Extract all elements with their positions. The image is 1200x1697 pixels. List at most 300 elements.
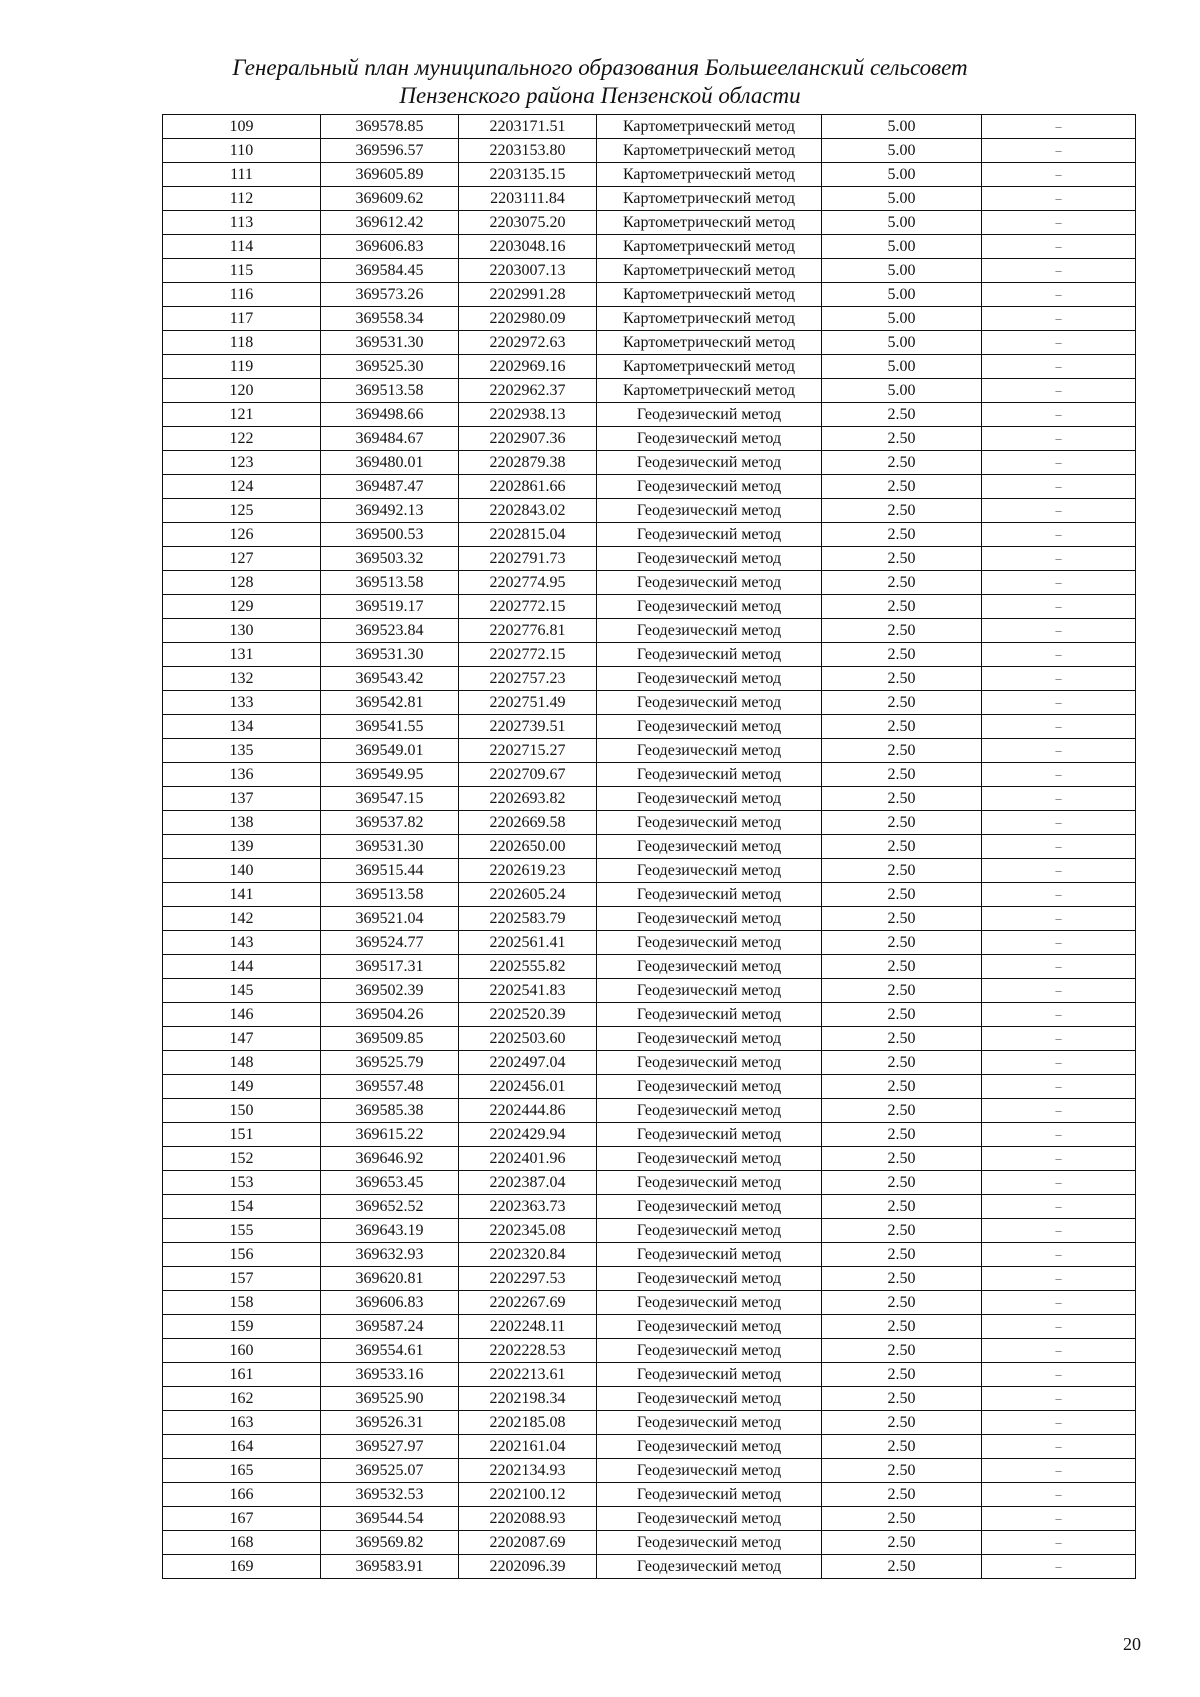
note-cell: – xyxy=(982,1411,1136,1435)
method-cell: Геодезический метод xyxy=(597,619,822,643)
y-coordinate-cell: 2202320.84 xyxy=(459,1243,597,1267)
x-coordinate-cell: 369531.30 xyxy=(321,331,459,355)
note-cell: – xyxy=(982,211,1136,235)
note-cell: – xyxy=(982,283,1136,307)
table-row xyxy=(163,427,1136,451)
accuracy-cell: 2.50 xyxy=(822,571,982,595)
point-number-cell: 168 xyxy=(163,1531,321,1555)
point-number-cell: 152 xyxy=(163,1147,321,1171)
accuracy-cell: 2.50 xyxy=(822,643,982,667)
point-number-cell: 109 xyxy=(163,115,321,139)
accuracy-cell: 5.00 xyxy=(822,379,982,403)
accuracy-cell: 2.50 xyxy=(822,595,982,619)
note-cell: – xyxy=(982,1003,1136,1027)
table-row xyxy=(163,307,1136,331)
y-coordinate-cell: 2202709.67 xyxy=(459,763,597,787)
y-coordinate-cell: 2203048.16 xyxy=(459,235,597,259)
method-cell: Геодезический метод xyxy=(597,1387,822,1411)
y-coordinate-cell: 2202751.49 xyxy=(459,691,597,715)
note-cell: – xyxy=(982,1315,1136,1339)
accuracy-cell: 5.00 xyxy=(822,211,982,235)
note-cell: – xyxy=(982,307,1136,331)
table-row xyxy=(163,1051,1136,1075)
y-coordinate-cell: 2202861.66 xyxy=(459,475,597,499)
table-row xyxy=(163,379,1136,403)
point-number-cell: 114 xyxy=(163,235,321,259)
note-cell: – xyxy=(982,859,1136,883)
note-cell: – xyxy=(982,811,1136,835)
y-coordinate-cell: 2202503.60 xyxy=(459,1027,597,1051)
x-coordinate-cell: 369609.62 xyxy=(321,187,459,211)
y-coordinate-cell: 2202776.81 xyxy=(459,619,597,643)
table-row xyxy=(163,667,1136,691)
method-cell: Геодезический метод xyxy=(597,739,822,763)
method-cell: Геодезический метод xyxy=(597,1291,822,1315)
y-coordinate-cell: 2202248.11 xyxy=(459,1315,597,1339)
table-row xyxy=(163,931,1136,955)
table-row xyxy=(163,691,1136,715)
table-row xyxy=(163,1195,1136,1219)
y-coordinate-cell: 2202980.09 xyxy=(459,307,597,331)
accuracy-cell: 2.50 xyxy=(822,1291,982,1315)
method-cell: Картометрический метод xyxy=(597,115,822,139)
method-cell: Картометрический метод xyxy=(597,235,822,259)
accuracy-cell: 2.50 xyxy=(822,1555,982,1579)
method-cell: Геодезический метод xyxy=(597,1339,822,1363)
point-number-cell: 116 xyxy=(163,283,321,307)
table-row xyxy=(163,1411,1136,1435)
point-number-cell: 139 xyxy=(163,835,321,859)
method-cell: Геодезический метод xyxy=(597,1171,822,1195)
x-coordinate-cell: 369547.15 xyxy=(321,787,459,811)
point-number-cell: 161 xyxy=(163,1363,321,1387)
y-coordinate-cell: 2202757.23 xyxy=(459,667,597,691)
point-number-cell: 131 xyxy=(163,643,321,667)
y-coordinate-cell: 2202583.79 xyxy=(459,907,597,931)
point-number-cell: 129 xyxy=(163,595,321,619)
accuracy-cell: 5.00 xyxy=(822,331,982,355)
accuracy-cell: 2.50 xyxy=(822,931,982,955)
x-coordinate-cell: 369605.89 xyxy=(321,163,459,187)
table-row xyxy=(163,643,1136,667)
note-cell: – xyxy=(982,715,1136,739)
x-coordinate-cell: 369513.58 xyxy=(321,379,459,403)
y-coordinate-cell: 2202969.16 xyxy=(459,355,597,379)
method-cell: Геодезический метод xyxy=(597,403,822,427)
header-line-2: Пензенского района Пензенской области xyxy=(399,83,801,108)
table-row xyxy=(163,619,1136,643)
accuracy-cell: 2.50 xyxy=(822,1075,982,1099)
accuracy-cell: 2.50 xyxy=(822,835,982,859)
accuracy-cell: 2.50 xyxy=(822,499,982,523)
coordinates-table xyxy=(162,114,1136,1579)
note-cell: – xyxy=(982,931,1136,955)
y-coordinate-cell: 2202772.15 xyxy=(459,643,597,667)
x-coordinate-cell: 369632.93 xyxy=(321,1243,459,1267)
table-row xyxy=(163,1531,1136,1555)
x-coordinate-cell: 369509.85 xyxy=(321,1027,459,1051)
y-coordinate-cell: 2202185.08 xyxy=(459,1411,597,1435)
y-coordinate-cell: 2202715.27 xyxy=(459,739,597,763)
point-number-cell: 136 xyxy=(163,763,321,787)
x-coordinate-cell: 369503.32 xyxy=(321,547,459,571)
note-cell: – xyxy=(982,979,1136,1003)
table-row xyxy=(163,739,1136,763)
table-row xyxy=(163,1171,1136,1195)
accuracy-cell: 2.50 xyxy=(822,1003,982,1027)
method-cell: Геодезический метод xyxy=(597,979,822,1003)
point-number-cell: 147 xyxy=(163,1027,321,1051)
point-number-cell: 151 xyxy=(163,1123,321,1147)
note-cell: – xyxy=(982,1459,1136,1483)
point-number-cell: 133 xyxy=(163,691,321,715)
note-cell: – xyxy=(982,955,1136,979)
accuracy-cell: 2.50 xyxy=(822,811,982,835)
y-coordinate-cell: 2202650.00 xyxy=(459,835,597,859)
accuracy-cell: 5.00 xyxy=(822,115,982,139)
method-cell: Геодезический метод xyxy=(597,1219,822,1243)
method-cell: Геодезический метод xyxy=(597,1123,822,1147)
y-coordinate-cell: 2202213.61 xyxy=(459,1363,597,1387)
y-coordinate-cell: 2202669.58 xyxy=(459,811,597,835)
table-row xyxy=(163,1219,1136,1243)
table-row xyxy=(163,1435,1136,1459)
table-row xyxy=(163,187,1136,211)
x-coordinate-cell: 369653.45 xyxy=(321,1171,459,1195)
point-number-cell: 145 xyxy=(163,979,321,1003)
accuracy-cell: 2.50 xyxy=(822,1195,982,1219)
y-coordinate-cell: 2203135.15 xyxy=(459,163,597,187)
x-coordinate-cell: 369606.83 xyxy=(321,235,459,259)
accuracy-cell: 2.50 xyxy=(822,907,982,931)
x-coordinate-cell: 369615.22 xyxy=(321,1123,459,1147)
x-coordinate-cell: 369549.95 xyxy=(321,763,459,787)
accuracy-cell: 5.00 xyxy=(822,259,982,283)
y-coordinate-cell: 2203171.51 xyxy=(459,115,597,139)
method-cell: Геодезический метод xyxy=(597,1507,822,1531)
point-number-cell: 135 xyxy=(163,739,321,763)
y-coordinate-cell: 2202228.53 xyxy=(459,1339,597,1363)
table-row xyxy=(163,1555,1136,1579)
note-cell: – xyxy=(982,451,1136,475)
table-row xyxy=(163,163,1136,187)
note-cell: – xyxy=(982,619,1136,643)
note-cell: – xyxy=(982,355,1136,379)
note-cell: – xyxy=(982,907,1136,931)
accuracy-cell: 2.50 xyxy=(822,1027,982,1051)
table-row xyxy=(163,1123,1136,1147)
point-number-cell: 134 xyxy=(163,715,321,739)
x-coordinate-cell: 369652.52 xyxy=(321,1195,459,1219)
y-coordinate-cell: 2203075.20 xyxy=(459,211,597,235)
point-number-cell: 112 xyxy=(163,187,321,211)
note-cell: – xyxy=(982,475,1136,499)
note-cell: – xyxy=(982,643,1136,667)
x-coordinate-cell: 369537.82 xyxy=(321,811,459,835)
x-coordinate-cell: 369525.30 xyxy=(321,355,459,379)
point-number-cell: 165 xyxy=(163,1459,321,1483)
table-row xyxy=(163,259,1136,283)
table-row xyxy=(163,883,1136,907)
y-coordinate-cell: 2202605.24 xyxy=(459,883,597,907)
x-coordinate-cell: 369544.54 xyxy=(321,1507,459,1531)
note-cell: – xyxy=(982,1291,1136,1315)
point-number-cell: 113 xyxy=(163,211,321,235)
y-coordinate-cell: 2202879.38 xyxy=(459,451,597,475)
accuracy-cell: 2.50 xyxy=(822,1171,982,1195)
note-cell: – xyxy=(982,139,1136,163)
note-cell: – xyxy=(982,187,1136,211)
table-row xyxy=(163,955,1136,979)
note-cell: – xyxy=(982,499,1136,523)
method-cell: Картометрический метод xyxy=(597,379,822,403)
accuracy-cell: 2.50 xyxy=(822,739,982,763)
point-number-cell: 156 xyxy=(163,1243,321,1267)
accuracy-cell: 2.50 xyxy=(822,475,982,499)
accuracy-cell: 5.00 xyxy=(822,139,982,163)
point-number-cell: 142 xyxy=(163,907,321,931)
accuracy-cell: 2.50 xyxy=(822,1411,982,1435)
accuracy-cell: 5.00 xyxy=(822,163,982,187)
method-cell: Геодезический метод xyxy=(597,883,822,907)
point-number-cell: 130 xyxy=(163,619,321,643)
y-coordinate-cell: 2202520.39 xyxy=(459,1003,597,1027)
point-number-cell: 127 xyxy=(163,547,321,571)
accuracy-cell: 2.50 xyxy=(822,691,982,715)
method-cell: Геодезический метод xyxy=(597,1003,822,1027)
point-number-cell: 149 xyxy=(163,1075,321,1099)
table-row xyxy=(163,715,1136,739)
accuracy-cell: 2.50 xyxy=(822,763,982,787)
accuracy-cell: 2.50 xyxy=(822,1507,982,1531)
header-line-1: Генеральный план муниципального образования Большееланский сельсовет xyxy=(232,55,968,80)
point-number-cell: 126 xyxy=(163,523,321,547)
method-cell: Геодезический метод xyxy=(597,691,822,715)
method-cell: Геодезический метод xyxy=(597,1435,822,1459)
table-row xyxy=(163,979,1136,1003)
table-row xyxy=(163,835,1136,859)
accuracy-cell: 2.50 xyxy=(822,451,982,475)
y-coordinate-cell: 2202345.08 xyxy=(459,1219,597,1243)
table-row xyxy=(163,1291,1136,1315)
table-row xyxy=(163,1459,1136,1483)
method-cell: Геодезический метод xyxy=(597,811,822,835)
method-cell: Геодезический метод xyxy=(597,1459,822,1483)
table-row xyxy=(163,1003,1136,1027)
x-coordinate-cell: 369513.58 xyxy=(321,883,459,907)
table-row xyxy=(163,1243,1136,1267)
point-number-cell: 110 xyxy=(163,139,321,163)
note-cell: – xyxy=(982,259,1136,283)
method-cell: Геодезический метод xyxy=(597,475,822,499)
x-coordinate-cell: 369525.90 xyxy=(321,1387,459,1411)
note-cell: – xyxy=(982,1171,1136,1195)
x-coordinate-cell: 369596.57 xyxy=(321,139,459,163)
method-cell: Геодезический метод xyxy=(597,1483,822,1507)
coordinates-table-body xyxy=(163,115,1136,1579)
method-cell: Картометрический метод xyxy=(597,331,822,355)
method-cell: Геодезический метод xyxy=(597,1411,822,1435)
note-cell: – xyxy=(982,1555,1136,1579)
x-coordinate-cell: 369542.81 xyxy=(321,691,459,715)
x-coordinate-cell: 369526.31 xyxy=(321,1411,459,1435)
note-cell: – xyxy=(982,739,1136,763)
method-cell: Геодезический метод xyxy=(597,1075,822,1099)
note-cell: – xyxy=(982,1483,1136,1507)
table-row xyxy=(163,523,1136,547)
y-coordinate-cell: 2202938.13 xyxy=(459,403,597,427)
accuracy-cell: 2.50 xyxy=(822,547,982,571)
y-coordinate-cell: 2202444.86 xyxy=(459,1099,597,1123)
x-coordinate-cell: 369515.44 xyxy=(321,859,459,883)
accuracy-cell: 2.50 xyxy=(822,1363,982,1387)
note-cell: – xyxy=(982,1219,1136,1243)
note-cell: – xyxy=(982,523,1136,547)
method-cell: Картометрический метод xyxy=(597,211,822,235)
y-coordinate-cell: 2202087.69 xyxy=(459,1531,597,1555)
table-row xyxy=(163,787,1136,811)
x-coordinate-cell: 369573.26 xyxy=(321,283,459,307)
accuracy-cell: 2.50 xyxy=(822,1459,982,1483)
method-cell: Геодезический метод xyxy=(597,1363,822,1387)
note-cell: – xyxy=(982,1243,1136,1267)
method-cell: Геодезический метод xyxy=(597,1555,822,1579)
y-coordinate-cell: 2202619.23 xyxy=(459,859,597,883)
method-cell: Геодезический метод xyxy=(597,595,822,619)
note-cell: – xyxy=(982,403,1136,427)
point-number-cell: 146 xyxy=(163,1003,321,1027)
method-cell: Картометрический метод xyxy=(597,187,822,211)
method-cell: Геодезический метод xyxy=(597,523,822,547)
accuracy-cell: 5.00 xyxy=(822,307,982,331)
y-coordinate-cell: 2202791.73 xyxy=(459,547,597,571)
note-cell: – xyxy=(982,1435,1136,1459)
table-row xyxy=(163,331,1136,355)
y-coordinate-cell: 2202198.34 xyxy=(459,1387,597,1411)
accuracy-cell: 2.50 xyxy=(822,1315,982,1339)
note-cell: – xyxy=(982,1267,1136,1291)
point-number-cell: 154 xyxy=(163,1195,321,1219)
method-cell: Геодезический метод xyxy=(597,451,822,475)
table-row xyxy=(163,1315,1136,1339)
note-cell: – xyxy=(982,115,1136,139)
table-row xyxy=(163,571,1136,595)
accuracy-cell: 2.50 xyxy=(822,1147,982,1171)
y-coordinate-cell: 2202297.53 xyxy=(459,1267,597,1291)
point-number-cell: 118 xyxy=(163,331,321,355)
method-cell: Картометрический метод xyxy=(597,163,822,187)
table-row xyxy=(163,475,1136,499)
accuracy-cell: 2.50 xyxy=(822,1435,982,1459)
note-cell: – xyxy=(982,379,1136,403)
accuracy-cell: 2.50 xyxy=(822,1267,982,1291)
table-row xyxy=(163,1027,1136,1051)
method-cell: Геодезический метод xyxy=(597,1315,822,1339)
y-coordinate-cell: 2202100.12 xyxy=(459,1483,597,1507)
x-coordinate-cell: 369525.79 xyxy=(321,1051,459,1075)
point-number-cell: 150 xyxy=(163,1099,321,1123)
y-coordinate-cell: 2202772.15 xyxy=(459,595,597,619)
page-header xyxy=(0,54,1200,110)
method-cell: Геодезический метод xyxy=(597,643,822,667)
x-coordinate-cell: 369541.55 xyxy=(321,715,459,739)
x-coordinate-cell: 369527.97 xyxy=(321,1435,459,1459)
y-coordinate-cell: 2202693.82 xyxy=(459,787,597,811)
point-number-cell: 164 xyxy=(163,1435,321,1459)
y-coordinate-cell: 2202401.96 xyxy=(459,1147,597,1171)
accuracy-cell: 2.50 xyxy=(822,883,982,907)
point-number-cell: 158 xyxy=(163,1291,321,1315)
table-row xyxy=(163,547,1136,571)
accuracy-cell: 5.00 xyxy=(822,187,982,211)
point-number-cell: 169 xyxy=(163,1555,321,1579)
y-coordinate-cell: 2203111.84 xyxy=(459,187,597,211)
note-cell: – xyxy=(982,1147,1136,1171)
accuracy-cell: 2.50 xyxy=(822,1219,982,1243)
point-number-cell: 163 xyxy=(163,1411,321,1435)
accuracy-cell: 2.50 xyxy=(822,427,982,451)
x-coordinate-cell: 369523.84 xyxy=(321,619,459,643)
point-number-cell: 159 xyxy=(163,1315,321,1339)
y-coordinate-cell: 2202088.93 xyxy=(459,1507,597,1531)
accuracy-cell: 2.50 xyxy=(822,715,982,739)
x-coordinate-cell: 369531.30 xyxy=(321,643,459,667)
table-row xyxy=(163,1387,1136,1411)
x-coordinate-cell: 369549.01 xyxy=(321,739,459,763)
point-number-cell: 132 xyxy=(163,667,321,691)
table-row xyxy=(163,235,1136,259)
note-cell: – xyxy=(982,1099,1136,1123)
x-coordinate-cell: 369584.45 xyxy=(321,259,459,283)
point-number-cell: 166 xyxy=(163,1483,321,1507)
point-number-cell: 148 xyxy=(163,1051,321,1075)
accuracy-cell: 2.50 xyxy=(822,1387,982,1411)
point-number-cell: 128 xyxy=(163,571,321,595)
table-row xyxy=(163,451,1136,475)
x-coordinate-cell: 369492.13 xyxy=(321,499,459,523)
accuracy-cell: 2.50 xyxy=(822,859,982,883)
x-coordinate-cell: 369620.81 xyxy=(321,1267,459,1291)
point-number-cell: 162 xyxy=(163,1387,321,1411)
method-cell: Геодезический метод xyxy=(597,427,822,451)
method-cell: Геодезический метод xyxy=(597,1267,822,1291)
accuracy-cell: 2.50 xyxy=(822,979,982,1003)
point-number-cell: 153 xyxy=(163,1171,321,1195)
method-cell: Геодезический метод xyxy=(597,571,822,595)
table-row xyxy=(163,403,1136,427)
note-cell: – xyxy=(982,1027,1136,1051)
note-cell: – xyxy=(982,763,1136,787)
x-coordinate-cell: 369480.01 xyxy=(321,451,459,475)
x-coordinate-cell: 369558.34 xyxy=(321,307,459,331)
table-row xyxy=(163,763,1136,787)
method-cell: Картометрический метод xyxy=(597,307,822,331)
point-number-cell: 143 xyxy=(163,931,321,955)
x-coordinate-cell: 369531.30 xyxy=(321,835,459,859)
y-coordinate-cell: 2202134.93 xyxy=(459,1459,597,1483)
y-coordinate-cell: 2202429.94 xyxy=(459,1123,597,1147)
method-cell: Геодезический метод xyxy=(597,907,822,931)
accuracy-cell: 2.50 xyxy=(822,955,982,979)
method-cell: Геодезический метод xyxy=(597,859,822,883)
method-cell: Геодезический метод xyxy=(597,1099,822,1123)
x-coordinate-cell: 369643.19 xyxy=(321,1219,459,1243)
x-coordinate-cell: 369525.07 xyxy=(321,1459,459,1483)
x-coordinate-cell: 369498.66 xyxy=(321,403,459,427)
table-row xyxy=(163,595,1136,619)
y-coordinate-cell: 2202561.41 xyxy=(459,931,597,955)
y-coordinate-cell: 2202161.04 xyxy=(459,1435,597,1459)
